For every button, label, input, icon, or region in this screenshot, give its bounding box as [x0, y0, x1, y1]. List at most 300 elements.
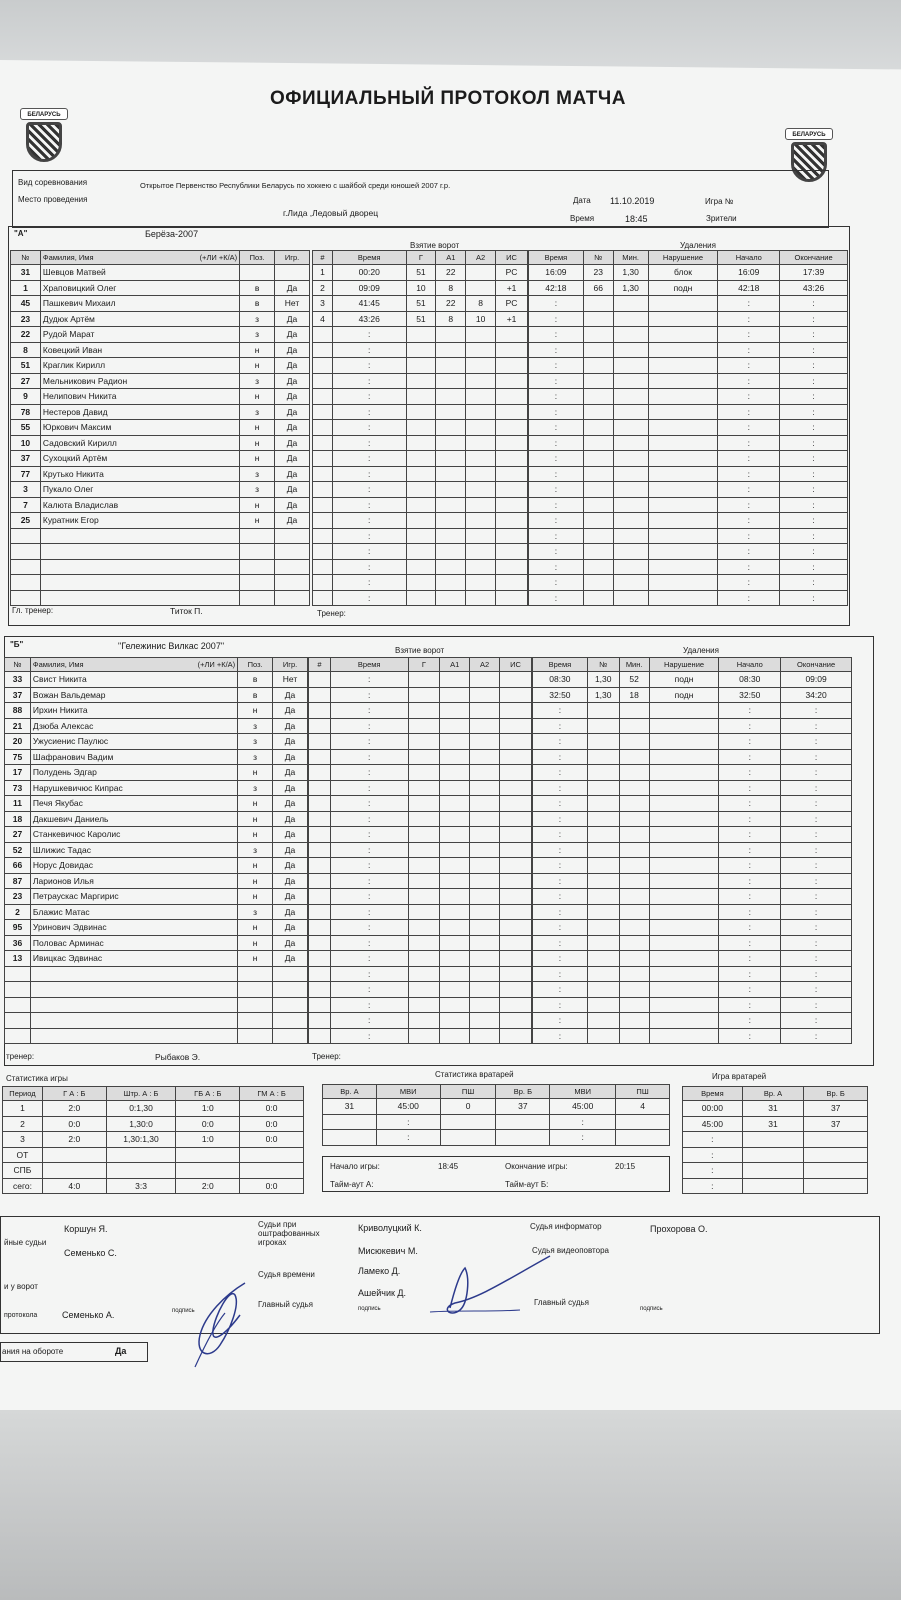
player-number: 17 — [5, 765, 31, 781]
table-cell — [583, 327, 613, 343]
player-name: Полудень Эдгар — [30, 765, 237, 781]
table-row — [683, 1163, 868, 1179]
team-b-coach-label: тренер: — [6, 1052, 35, 1061]
player-played: Нет — [275, 296, 310, 312]
table-row — [533, 796, 852, 812]
table-cell: : — [330, 749, 408, 765]
table-cell: : — [719, 920, 781, 936]
table-cell — [309, 966, 331, 982]
player-number: 52 — [5, 842, 31, 858]
table-cell — [619, 997, 649, 1013]
table-cell — [406, 513, 436, 529]
table-cell — [406, 497, 436, 513]
table-cell — [649, 842, 719, 858]
table-cell: : — [719, 858, 781, 874]
player-position — [238, 966, 273, 982]
table-cell — [619, 935, 649, 951]
table-cell — [587, 951, 619, 967]
table-cell — [649, 966, 719, 982]
table-cell: 16:09 — [718, 265, 780, 281]
player-position: н — [240, 497, 275, 513]
table-cell: : — [781, 1028, 852, 1044]
player-name: Мельникович Радион — [40, 373, 239, 389]
table-cell: 37 — [804, 1101, 868, 1117]
table-cell — [804, 1163, 868, 1179]
table-cell: : — [718, 296, 780, 312]
table-cell: : — [781, 811, 852, 827]
table-cell — [500, 672, 532, 688]
player-number: 77 — [11, 466, 41, 482]
table-cell: : — [330, 842, 408, 858]
player-row — [11, 435, 310, 451]
table-cell: : — [780, 435, 848, 451]
player-played: Да — [273, 858, 308, 874]
player-position: з — [238, 718, 273, 734]
table-cell — [313, 482, 333, 498]
col-play: Игр. — [275, 251, 310, 265]
player-position: н — [238, 796, 273, 812]
table-row — [533, 982, 852, 998]
table-cell — [313, 497, 333, 513]
table-cell — [587, 997, 619, 1013]
table-row — [309, 982, 532, 998]
table-row — [529, 544, 848, 560]
table-row — [3, 1147, 304, 1163]
table-cell — [613, 528, 648, 544]
table-row — [309, 920, 532, 936]
table-cell: : — [718, 327, 780, 343]
player-number: 20 — [5, 734, 31, 750]
table-cell — [648, 544, 718, 560]
table-cell — [613, 311, 648, 327]
table-cell — [619, 796, 649, 812]
table-cell: : — [332, 544, 406, 560]
column-header: Время — [330, 658, 408, 672]
table-row — [309, 780, 532, 796]
player-position: н — [238, 873, 273, 889]
table-cell — [619, 904, 649, 920]
player-number: 9 — [11, 389, 41, 405]
table-cell — [583, 497, 613, 513]
table-cell — [496, 358, 528, 374]
table-row — [313, 358, 528, 374]
end-label: Окончание игры: — [505, 1162, 568, 1171]
table-cell — [313, 559, 333, 575]
table-cell — [470, 687, 500, 703]
table-cell: 0 — [440, 1099, 496, 1115]
table-cell: : — [332, 482, 406, 498]
table-cell — [649, 780, 719, 796]
table-cell — [649, 765, 719, 781]
table-row — [529, 373, 848, 389]
player-played: Да — [273, 935, 308, 951]
table-cell: 43:26 — [332, 311, 406, 327]
table-row — [529, 482, 848, 498]
table-cell: : — [533, 873, 588, 889]
table-cell — [309, 734, 331, 750]
table-cell: 0:1,30 — [106, 1101, 176, 1117]
table-row — [529, 575, 848, 591]
table-cell: : — [780, 482, 848, 498]
player-number: 18 — [5, 811, 31, 827]
table-row — [313, 435, 528, 451]
table-cell — [440, 858, 470, 874]
table-cell — [587, 780, 619, 796]
table-cell — [496, 482, 528, 498]
table-cell: : — [529, 327, 584, 343]
table-cell — [470, 904, 500, 920]
table-cell — [648, 389, 718, 405]
player-name: Дудюк Артём — [40, 311, 239, 327]
table-cell — [470, 935, 500, 951]
table-row — [309, 687, 532, 703]
table-cell — [742, 1163, 804, 1179]
table-cell: 32:50 — [719, 687, 781, 703]
table-cell: : — [330, 951, 408, 967]
table-cell — [440, 966, 470, 982]
table-cell: : — [718, 528, 780, 544]
table-cell: : — [550, 1114, 616, 1130]
table-cell — [309, 858, 331, 874]
table-row — [313, 544, 528, 560]
table-cell — [309, 687, 331, 703]
goalie-play-header: Игра вратарей — [712, 1072, 767, 1081]
table-cell — [470, 1013, 500, 1029]
table-cell: : — [718, 544, 780, 560]
table-cell — [583, 296, 613, 312]
column-header: № — [587, 658, 619, 672]
table-cell — [496, 342, 528, 358]
table-cell: : — [718, 559, 780, 575]
player-number: 31 — [11, 265, 41, 281]
player-position: з — [238, 749, 273, 765]
table-cell: 1 — [3, 1101, 43, 1117]
table-cell — [648, 497, 718, 513]
player-number: 25 — [11, 513, 41, 529]
table-cell — [613, 544, 648, 560]
table-row — [533, 997, 852, 1013]
column-header: Вр. А — [323, 1085, 377, 1099]
table-cell — [619, 734, 649, 750]
table-cell — [648, 404, 718, 420]
table-cell: : — [781, 734, 852, 750]
table-cell: 45:00 — [550, 1099, 616, 1115]
player-name: Блажис Матас — [30, 904, 237, 920]
player-position: н — [240, 342, 275, 358]
player-number — [11, 528, 41, 544]
table-cell: 10 — [406, 280, 436, 296]
player-played: Да — [273, 749, 308, 765]
table-row — [309, 811, 532, 827]
player-position: н — [238, 811, 273, 827]
table-cell: : — [719, 765, 781, 781]
table-cell — [42, 1147, 106, 1163]
table-cell: 51 — [406, 296, 436, 312]
table-cell — [649, 811, 719, 827]
player-position: н — [240, 435, 275, 451]
table-cell — [309, 811, 331, 827]
table-row — [309, 734, 532, 750]
player-number: 23 — [11, 311, 41, 327]
player-position: н — [238, 703, 273, 719]
table-cell: : — [330, 1013, 408, 1029]
table-cell — [649, 889, 719, 905]
table-cell — [583, 575, 613, 591]
table-cell: : — [781, 997, 852, 1013]
player-name — [40, 559, 239, 575]
player-name: Нелипович Никита — [40, 389, 239, 405]
table-cell: 09:09 — [332, 280, 406, 296]
table-cell: : — [719, 749, 781, 765]
player-played: Да — [273, 842, 308, 858]
table-row — [313, 373, 528, 389]
player-number: 87 — [5, 873, 31, 889]
player-position: н — [238, 920, 273, 936]
player-row — [11, 389, 310, 405]
table-cell: : — [781, 1013, 852, 1029]
table-row — [309, 951, 532, 967]
table-cell — [583, 373, 613, 389]
table-cell: 8 — [436, 311, 466, 327]
team-a-name: Берёза-2007 — [145, 229, 199, 239]
table-cell — [309, 1013, 331, 1029]
table-cell — [436, 420, 466, 436]
table-cell — [649, 904, 719, 920]
table-cell — [649, 997, 719, 1013]
table-cell — [440, 1013, 470, 1029]
player-played: Да — [275, 342, 310, 358]
table-cell — [323, 1114, 377, 1130]
player-number — [5, 997, 31, 1013]
table-cell — [406, 435, 436, 451]
player-name: Станкевичюс Каролис — [30, 827, 237, 843]
table-cell: : — [780, 342, 848, 358]
player-number: 2 — [5, 904, 31, 920]
player-position: н — [238, 858, 273, 874]
table-cell: 22 — [436, 265, 466, 281]
table-cell: : — [780, 451, 848, 467]
table-cell: : — [332, 327, 406, 343]
table-cell — [500, 749, 532, 765]
table-cell: : — [781, 935, 852, 951]
player-row — [5, 935, 308, 951]
table-cell — [619, 982, 649, 998]
team-b-letter: "Б" — [10, 640, 24, 649]
table-cell: : — [529, 528, 584, 544]
player-number: 95 — [5, 920, 31, 936]
table-cell: : — [781, 749, 852, 765]
penalty-box-1: Криволуцкий К. — [358, 1223, 422, 1233]
table-cell — [613, 389, 648, 405]
player-position — [238, 997, 273, 1013]
table-cell: : — [719, 873, 781, 889]
table-cell: 1,30 — [613, 280, 648, 296]
table-cell — [619, 827, 649, 843]
table-cell — [436, 590, 466, 606]
chief2-sign-label: подпись — [640, 1306, 663, 1312]
table-cell: : — [719, 780, 781, 796]
player-name: Печя Якубас — [30, 796, 237, 812]
table-cell — [613, 373, 648, 389]
table-cell — [619, 811, 649, 827]
player-name: Шлижис Тадас — [30, 842, 237, 858]
table-row — [533, 858, 852, 874]
table-cell — [587, 1028, 619, 1044]
table-cell: : — [533, 982, 588, 998]
player-name — [30, 982, 237, 998]
player-row — [11, 373, 310, 389]
table-cell — [619, 951, 649, 967]
player-name: Ларионов Илья — [30, 873, 237, 889]
table-cell — [619, 1028, 649, 1044]
table-cell — [613, 451, 648, 467]
player-number: 8 — [11, 342, 41, 358]
table-cell — [500, 765, 532, 781]
column-header: ГБ А : Б — [176, 1087, 240, 1101]
table-cell: 0:0 — [240, 1116, 304, 1132]
table-row — [529, 559, 848, 575]
table-cell — [408, 889, 440, 905]
table-cell — [648, 466, 718, 482]
column-header: ПШ — [616, 1085, 670, 1099]
table-cell — [406, 528, 436, 544]
table-cell: : — [781, 765, 852, 781]
table-cell: : — [780, 296, 848, 312]
player-position — [238, 982, 273, 998]
player-played: Да — [275, 497, 310, 513]
player-row — [5, 765, 308, 781]
table-cell — [176, 1147, 240, 1163]
table-cell: : — [780, 404, 848, 420]
table-row — [3, 1132, 304, 1148]
table-cell: : — [719, 904, 781, 920]
table-cell — [313, 420, 333, 436]
player-name: Дзюба Алексас — [30, 718, 237, 734]
table-cell — [649, 951, 719, 967]
player-row — [5, 982, 308, 998]
signature-icon — [185, 1275, 265, 1370]
table-cell — [436, 342, 466, 358]
table-cell — [587, 889, 619, 905]
player-row — [5, 842, 308, 858]
player-number: 27 — [5, 827, 31, 843]
table-cell: : — [332, 513, 406, 529]
table-cell: : — [719, 827, 781, 843]
table-cell — [406, 420, 436, 436]
player-number: 75 — [5, 749, 31, 765]
col-extra-text: (+ЛИ +К/А) — [199, 253, 238, 262]
column-header: А2 — [470, 658, 500, 672]
table-cell: : — [780, 311, 848, 327]
player-played: Да — [275, 389, 310, 405]
venue-value: г.Лида ,Ледовый дворец — [283, 208, 379, 218]
table-cell — [408, 749, 440, 765]
table-row — [313, 389, 528, 405]
player-played: Да — [273, 780, 308, 796]
table-row — [533, 1028, 852, 1044]
table-cell — [804, 1147, 868, 1163]
column-header: # — [313, 251, 333, 265]
player-number: 36 — [5, 935, 31, 951]
player-position — [240, 590, 275, 606]
table-row — [529, 513, 848, 529]
table-row — [313, 265, 528, 281]
table-cell — [613, 358, 648, 374]
table-cell: : — [330, 873, 408, 889]
table-cell — [496, 528, 528, 544]
table-cell — [619, 889, 649, 905]
table-cell — [406, 389, 436, 405]
table-cell: : — [533, 858, 588, 874]
table-row — [313, 342, 528, 358]
player-row — [11, 358, 310, 374]
table-cell — [313, 389, 333, 405]
player-played — [275, 590, 310, 606]
table-cell: : — [780, 420, 848, 436]
table-cell: : — [780, 466, 848, 482]
player-played: Да — [273, 889, 308, 905]
column-header: # — [309, 658, 331, 672]
table-cell — [408, 718, 440, 734]
table-cell: : — [780, 559, 848, 575]
player-number: 66 — [5, 858, 31, 874]
column-header: Окончание — [781, 658, 852, 672]
table-cell: : — [780, 373, 848, 389]
table-cell — [466, 528, 496, 544]
player-row — [5, 780, 308, 796]
table-cell — [470, 966, 500, 982]
video-label: Судья видеоповтора — [532, 1246, 609, 1255]
table-cell: : — [330, 966, 408, 982]
table-cell: : — [719, 889, 781, 905]
table-cell: : — [533, 734, 588, 750]
table-cell — [436, 497, 466, 513]
table-cell: : — [683, 1132, 743, 1148]
table-cell: : — [529, 575, 584, 591]
player-played: Да — [273, 873, 308, 889]
player-row — [11, 575, 310, 591]
table-row — [529, 280, 848, 296]
table-cell — [309, 997, 331, 1013]
col-no: № — [5, 658, 31, 672]
table-cell: : — [529, 389, 584, 405]
table-cell — [470, 749, 500, 765]
table-cell — [313, 466, 333, 482]
table-cell — [440, 997, 470, 1013]
table-cell — [742, 1147, 804, 1163]
player-number: 13 — [5, 951, 31, 967]
table-cell — [648, 358, 718, 374]
table-cell: : — [330, 811, 408, 827]
table-cell: : — [781, 920, 852, 936]
table-row — [309, 718, 532, 734]
table-cell — [309, 780, 331, 796]
table-cell: PC — [496, 265, 528, 281]
table-cell: : — [719, 1028, 781, 1044]
table-cell: : — [719, 842, 781, 858]
table-cell: : — [529, 590, 584, 606]
table-cell: 45:00 — [376, 1099, 440, 1115]
table-cell — [440, 811, 470, 827]
player-name: Куратник Егор — [40, 513, 239, 529]
table-cell: : — [533, 997, 588, 1013]
player-position: в — [238, 687, 273, 703]
table-cell: 45:00 — [683, 1116, 743, 1132]
table-row — [309, 796, 532, 812]
table-cell: подн — [649, 672, 719, 688]
table-cell — [470, 765, 500, 781]
table-cell — [496, 451, 528, 467]
